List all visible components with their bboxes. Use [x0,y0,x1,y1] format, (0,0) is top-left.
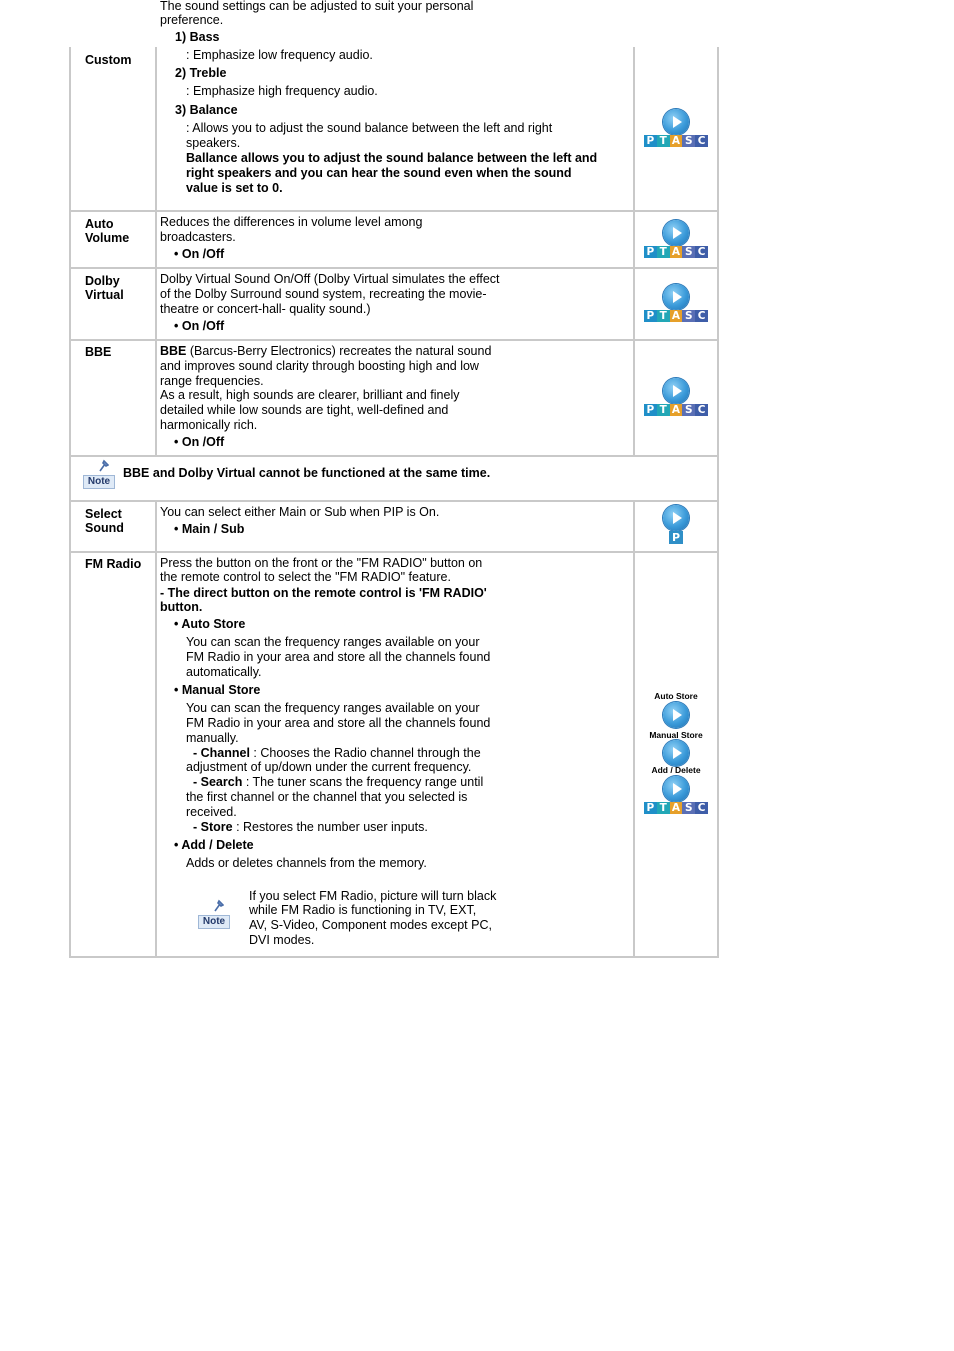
auto-volume-line-2: broadcasters. [160,230,236,244]
play-icon[interactable] [663,740,689,766]
dolby-line-1: Dolby Virtual Sound On/Off (Dolby Virtual simulates the effect [160,272,500,286]
ptasc-mode-icon [644,404,708,416]
ptasc-mode-icon [644,246,708,258]
bbe-line-5: detailed while low sounds are tight, well-defined and [160,403,449,417]
play-icon[interactable] [663,776,689,802]
bbe-option: • On /Off [174,435,225,449]
search-line-3: received. [186,805,237,819]
ptasc-letter: S [682,404,695,416]
play-icon[interactable] [663,505,689,531]
ptasc-mode-icon [644,135,708,147]
balance-desc-2: speakers. [186,136,241,150]
ptasc-letter: A [670,310,683,322]
ptasc-letter: A [670,802,683,814]
bass-title: 1) Bass [175,30,220,44]
search-line-2: the first channel or the channel that you selected is [186,790,468,804]
ptasc-letter: T [657,310,670,322]
ptasc-mode-icon [644,802,708,814]
balance-desc-1: : Allows you to adjust the sound balance between the left and right [186,121,553,135]
fm-note-line-3: AV, S-Video, Component modes except PC, [249,918,492,932]
row-label-dolby-1: Dolby [85,274,120,288]
bbe-line-1: BBE (Barcus-Berry Electronics) recreates the natural sound [160,344,492,358]
auto-volume-line-1: Reduces the differences in volume level among [160,215,423,229]
store-line: - Store : Restores the number user inputs. [193,820,428,834]
play-icon[interactable] [663,220,689,246]
ptasc-mode-icon [644,310,708,322]
ptasc-letter: P [644,310,657,322]
add-delete-title: • Add / Delete [174,838,254,852]
dolby-option: • On /Off [174,319,225,333]
search-line-1: - Search : The tuner scans the frequency range until [193,775,484,789]
ptasc-letter: S [682,802,695,814]
ptasc-letter: C [695,802,708,814]
channel-line-2: adjustment of up/down under the current frequency. [186,760,472,774]
manual-store-line-2: FM Radio in your area and store all the channels found [186,716,491,730]
pip-mode-icon: P [669,531,683,544]
side-label-manual-store: Manual Store [649,730,703,740]
balance-title: 3) Balance [175,103,238,117]
auto-store-title: • Auto Store [174,617,246,631]
fm-note-line-4: DVI modes. [249,933,315,947]
ptasc-letter: T [657,135,670,147]
ptasc-letter: P [644,246,657,258]
row-label-select-sound-1: Select [85,507,122,521]
auto-store-line-1: You can scan the frequency ranges available on your [186,635,480,649]
ptasc-letter: P [644,135,657,147]
auto-store-line-3: automatically. [186,665,262,679]
ptasc-letter: T [657,404,670,416]
intro-line-1: The sound settings can be adjusted to suit your personal [160,0,474,13]
ptasc-letter: C [695,135,708,147]
ptasc-letter: A [670,135,683,147]
ptasc-letter: T [657,802,670,814]
fm-line-1: Press the button on the front or the "FM RADIO" button on [160,556,483,570]
play-icon[interactable] [663,702,689,728]
play-icon[interactable] [663,284,689,310]
play-icon[interactable] [663,109,689,135]
note-text: BBE and Dolby Virtual cannot be functioned at the same time. [123,466,491,480]
ptasc-letter: A [670,404,683,416]
ptasc-letter: C [695,246,708,258]
row-label-bbe: BBE [85,345,112,359]
play-icon[interactable] [663,378,689,404]
treble-title: 2) Treble [175,66,227,80]
dolby-line-2: of the Dolby Surround sound system, recreating the movie- [160,287,487,301]
ptasc-letter: C [695,404,708,416]
fm-note-line-1: If you select FM Radio, picture will turn black [249,889,497,903]
bbe-line-3: range frequencies. [160,374,264,388]
fm-bold-2: button. [160,600,203,614]
manual-store-line-3: manually. [186,731,239,745]
row-label-dolby-2: Virtual [85,288,124,302]
bbe-line-6: harmonically rich. [160,418,258,432]
row-label-auto-volume-1: Auto [85,217,114,231]
select-sound-line-1: You can select either Main or Sub when PIP is On. [160,505,440,519]
channel-line-1: - Channel : Chooses the Radio channel through the [193,746,481,760]
intro-line-2: preference. [160,13,224,27]
note-icon: Note [83,459,115,489]
ptasc-letter: T [657,246,670,258]
add-delete-line-1: Adds or deletes channels from the memory. [186,856,427,870]
manual-store-title: • Manual Store [174,683,261,697]
auto-store-line-2: FM Radio in your area and store all the channels found [186,650,491,664]
ptasc-letter: P [644,404,657,416]
manual-store-line-1: You can scan the frequency ranges available on your [186,701,480,715]
fm-bold-1: - The direct button on the remote control is 'FM RADIO' [160,586,487,600]
balance-bold-2: right speakers and you can hear the sound even when the sound [186,166,572,180]
auto-volume-option: • On /Off [174,247,225,261]
side-label-add-delete: Add / Delete [651,765,701,775]
row-label-select-sound-2: Sound [85,521,124,535]
row-label-custom: Custom [85,53,132,67]
ptasc-letter: S [682,135,695,147]
ptasc-letter: P [644,802,657,814]
side-label-auto-store: Auto Store [654,691,698,701]
note-icon: Note [198,899,230,929]
bbe-line-2: and improves sound clarity through boosting high and low [160,359,479,373]
balance-bold-1: Ballance allows you to adjust the sound balance between the left and [186,151,598,165]
ptasc-letter: S [682,246,695,258]
dolby-line-3: theatre or concert-hall- quality sound.) [160,302,371,316]
bass-desc: : Emphasize low frequency audio. [186,48,373,62]
balance-bold-3: value is set to 0. [186,181,283,195]
bbe-line-4: As a result, high sounds are clearer, brilliant and finely [160,388,460,402]
fm-note-line-2: while FM Radio is functioning in TV, EXT, [249,903,477,917]
ptasc-letter: S [682,310,695,322]
select-sound-option: • Main / Sub [174,522,245,536]
fm-line-2: the remote control to select the "FM RADIO" feature. [160,570,451,584]
ptasc-letter: C [695,310,708,322]
ptasc-letter: A [670,246,683,258]
treble-desc: : Emphasize high frequency audio. [186,84,378,98]
row-label-fm-radio: FM Radio [85,557,142,571]
row-label-auto-volume-2: Volume [85,231,130,245]
